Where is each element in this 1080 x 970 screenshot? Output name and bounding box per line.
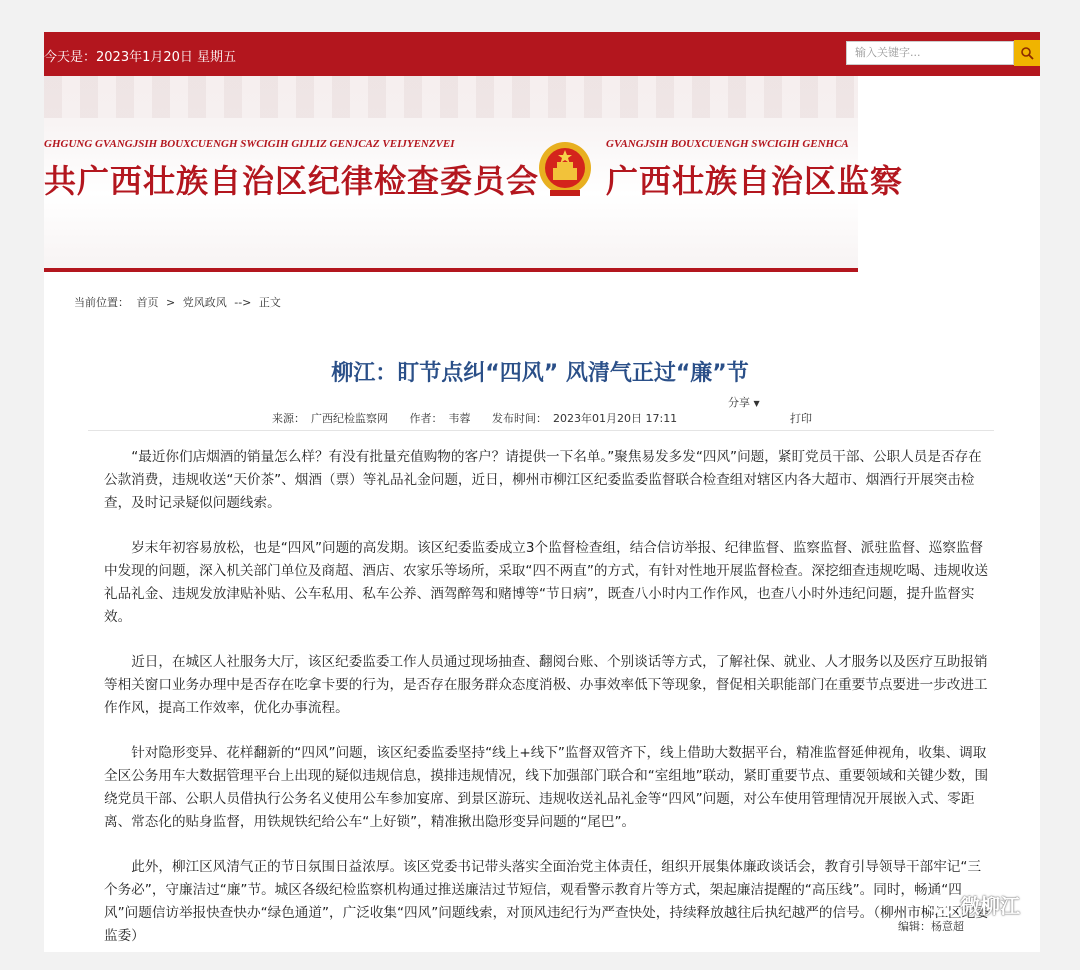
article-paragraph: 岁末年初容易放松，也是“四风”问题的高发期。该区纪委监委成立3个监督检查组，结合信访举报、纪律监督、监察监督、派驻监督、巡察监督中发现的问题，深入机关部门单位及商超、酒店、农家乐等场所，采取“四不两直”的方式，有针对性地开展监督检查。深挖细查违规吃喝、违规收送礼品礼金、违规发放津贴补贴、公车私用、私车公养、酒驾醉驾和赌博等“节日病”，既查八小时内工作作风，也查八小时外违纪问题，提升监督实效。 <box>104 540 989 625</box>
banner-pinyin-left: GHGUNG GVANGJSIH BOUXCUENGH SWCIGIH GIJLIZ GENJCAZ VEIJYENZVEI <box>44 138 455 150</box>
article-meta <box>272 410 683 426</box>
editor-name: 杨意超 <box>931 920 964 933</box>
watermark <box>924 890 1020 919</box>
wechat-icon <box>924 892 954 918</box>
search-button[interactable] <box>1014 40 1040 66</box>
author-value: 韦蓉 <box>448 412 471 425</box>
current-date: 今天是：2023年1月20日 星期五 <box>44 50 237 65</box>
banner-pinyin-right: GVANGJSIH BOUXCUENGH SWCIGIH GENHCA <box>606 138 849 150</box>
article-paragraph: “最近你们店烟酒的销量怎么样？有没有批量充值购物的客户？请提供一下名单。”聚焦易发多发“四风”问题，紧盯党员干部、公职人员是否存在公款消费，违规收送“天价茶”、烟酒（票）等礼品礼金问题，近日，柳州市柳江区纪委监委监督联合检查组对辖区内各大超市、烟酒行开展突击检查，及时记录疑似问题线索。 <box>104 449 982 511</box>
breadcrumb <box>74 294 285 310</box>
article-paragraph: 此外，柳江区风清气正的节日氛围日益浓厚。该区党委书记带头落实全面治党主体责任，组织开展集体廉政谈话会，教育引导领导干部牢记“三个务必”，守廉洁过“廉”节。城区各级纪检监察机构通过推送廉洁过节短信，观看警示教育片等方式，架起廉洁提醒的“高压线”。同时，畅通“四风”问题信访举报快查快办“绿色通道”，广泛收集“四风”问题线索，对顶风违纪行为严查快处，持续释放越往后执纪越严的信号。（柳州市柳江区纪委监委） <box>104 859 989 944</box>
print-button[interactable]: 打印 <box>790 412 812 425</box>
breadcrumb-separator: > <box>166 296 176 309</box>
article-title: 柳江：盯节点纠“四风” 风清气正过“廉”节 <box>331 361 749 386</box>
breadcrumb-label: 当前位置： <box>74 296 129 309</box>
article-body <box>104 446 994 970</box>
breadcrumb-separator: --> <box>234 296 252 309</box>
editor-label: 编辑： <box>898 920 931 933</box>
search-box <box>846 41 1040 67</box>
banner-title-right: 广西壮族自治区监察 <box>606 162 904 200</box>
national-emblem-icon <box>536 138 594 200</box>
breadcrumb-section-link[interactable]: 党风政风 <box>182 296 227 309</box>
search-icon <box>1020 46 1034 60</box>
author-label: 作者： <box>409 412 443 425</box>
breadcrumb-home-link[interactable]: 首页 <box>136 296 159 309</box>
article-paragraph: 近日，在城区人社服务大厅，该区纪委监委工作人员通过现场抽查、翻阅台账、个别谈话等方式，了解社保、就业、人才服务以及医疗互助报销等相关窗口业务办理中是否存在吃拿卡要的行为，是否存在服务群众态度消极、办事效率低下等现象，督促相关职能部门在重要节点要进一步改进工作作风，提高工作效率，优化办事流程。 <box>104 654 988 716</box>
breadcrumb-current: 正文 <box>258 296 281 309</box>
time-label: 发布时间： <box>492 412 547 425</box>
meta-divider <box>88 430 994 431</box>
chevron-down-icon: ▼ <box>753 399 760 408</box>
source-value: 广西纪检监察网 <box>311 412 388 425</box>
source-label: 来源： <box>272 412 305 425</box>
banner-bottom-line <box>44 268 858 272</box>
top-bar <box>44 32 1040 76</box>
site-banner <box>44 76 904 272</box>
share-button[interactable] <box>728 394 760 410</box>
search-input[interactable]: 输入关键字... <box>846 41 1014 65</box>
share-label: 分享 <box>728 396 750 409</box>
watermark-text: 微柳江 <box>960 894 1020 918</box>
article-paragraph: 针对隐形变异、花样翻新的“四风”问题，该区纪委监委坚持“线上+线下”监督双管齐下，线上借助大数据平台，精准监督延伸视角，收集、调取全区公务用车大数据管理平台上出现的疑似违规信息，摸排违规情况，线下加强部门联合和“室组地”联动，紧盯重要节点、重要领域和关键少数，围绕党员干部、公职人员借执行公务名义使用公车参加宴席、到景区游玩、违规收送礼品礼金等“四风”问题，对公车使用管理情况开展嵌入式、零距离、常态化的贴身监督，用铁规铁纪给公车“上好锁”，精准揪出隐形变异问题的“尾巴”。 <box>104 745 989 830</box>
editor-credit <box>898 918 964 934</box>
time-value: 2023年01月20日 17:11 <box>553 412 678 425</box>
banner-pattern <box>44 76 858 118</box>
banner-title-left: 共广西壮族自治区纪律检查委员会 <box>44 162 540 200</box>
